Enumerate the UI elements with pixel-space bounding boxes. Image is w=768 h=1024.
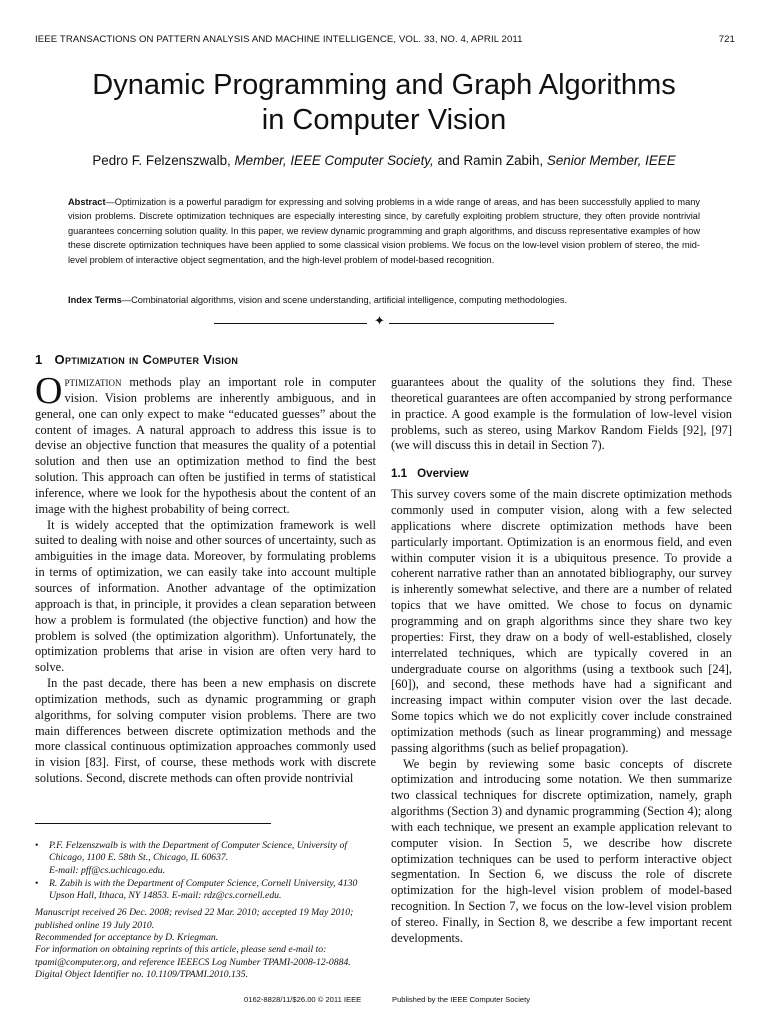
recommended-by: Recommended for acceptance by D. Kriegman. bbox=[35, 932, 219, 944]
abstract-text: —Optimization is a powerful paradigm for expressing and solving problems in a wide range of areas, and has been successfully applied to many vision problems. Discrete optimization techniques are especially interesting since, by carefully exploiting problem structure, they often provide nontrivial guarantees concerning solution quality. In this paper, we review dynamic programming and graph algorithms, and discuss representative examples of how these discrete optimization techniques have been applied to some classical vision problems. We focus on the low-level vision problem of stereo, the mid-level problem of interactive object segmentation, and the high-level problem of model-based recognition. bbox=[68, 197, 700, 265]
author-1-role: Member, IEEE Computer Society, bbox=[234, 153, 434, 168]
subsection-number: 1.1 bbox=[391, 467, 408, 481]
paper-title bbox=[30, 68, 738, 138]
index-terms bbox=[68, 293, 708, 307]
page-number: 721 bbox=[718, 34, 735, 45]
paragraph: We begin by reviewing some basic concepts of discrete optimization and introducing some notation. We then summarize two classical techniques for discrete optimization, namely, graph algorithms (Section 3) and dynamic programming (Section 4); along with each technique, we present an example application relevant to computer vision. In Section 5, we describe how discrete optimization techniques can be used to perform interactive object segmentation. In Section 6, we discuss the role of discrete optimization for the high-level vision problem of model-based recognition. In Section 7, we focus on the low-level vision problem of stereo. Finally, in Section 8, we describe a few important recent developments. bbox=[391, 756, 732, 945]
affiliation-1 bbox=[35, 840, 380, 877]
manuscript-dates: Manuscript received 26 Dec. 2008; revised 22 Mar. 2010; accepted 19 May 2010; published online 19 July 2010. bbox=[35, 907, 354, 931]
bullet-icon: • bbox=[35, 877, 39, 889]
abstract-label: Abstract bbox=[68, 197, 106, 207]
author-2-role: Senior Member, IEEE bbox=[546, 153, 676, 168]
affiliation-1-email: E-mail: pff@cs.uchicago.edu. bbox=[49, 864, 165, 876]
abstract bbox=[68, 195, 700, 267]
section-number: 1 bbox=[35, 352, 43, 367]
section-title: Optimization in Computer Vision bbox=[54, 352, 239, 367]
paragraph: It is widely accepted that the optimization framework is well suited to dealing with noise and other sources of uncertainty, such as ambiguities in the image data. Moreover, by formulating problems in terms of optimization, we can easily take into account multiple sources of information. Another advantage of the optimization approach is that, in principle, it provides a clean separation between how a problem is formulated (the objective function) and how the problem is solved (the optimization algorithm). Unfortunately, the optimization problems that arise in vision are often very hard to solve. bbox=[35, 517, 376, 675]
running-head bbox=[35, 34, 735, 45]
footnote-rule bbox=[35, 823, 271, 824]
author-line bbox=[20, 153, 748, 168]
section-1-heading bbox=[35, 352, 238, 367]
author-2: and Ramin Zabih, bbox=[437, 153, 544, 168]
paragraph: guarantees about the quality of the solutions they find. These theoretical guarantees are often accompanied by strong performance in practice. A good example is the formulation of low-level vision problems, such as stereo, using Markov Random Fields [92], [97] (we will discuss this in detail in Section 7). bbox=[391, 375, 732, 453]
footnotes bbox=[35, 840, 380, 981]
publisher-line: Published by the IEEE Computer Society bbox=[392, 995, 531, 1004]
running-head-text: IEEE TRANSACTIONS ON PATTERN ANALYSIS AND MACHINE INTELLIGENCE, VOL. 33, NO. 4, APRIL 2011 bbox=[35, 34, 523, 45]
affiliation-2 bbox=[35, 878, 380, 903]
subsection-title: Overview bbox=[417, 467, 469, 481]
drop-cap: O bbox=[35, 370, 63, 412]
paragraph bbox=[35, 370, 376, 518]
reprints-info: For information on obtaining reprints of this article, please send e-mail to: tpami@computer.org, and reference IEEECS Log Number TPAMI-2008-12-0884. bbox=[35, 944, 351, 968]
doi: Digital Object Identifier no. 10.1109/TPAMI.2010.135. bbox=[35, 968, 249, 980]
affiliation-1-text: P.F. Felzenszwalb is with the Department of Computer Science, University of Chicago, 1100 E. 58th St., Chicago, IL 60637. bbox=[49, 840, 348, 864]
title-line-1: Dynamic Programming and Graph Algorithms bbox=[92, 69, 676, 101]
left-column bbox=[35, 370, 376, 787]
index-terms-text: —Combinatorial algorithms, vision and scene understanding, artificial intelligence, computing methodologies. bbox=[121, 295, 568, 305]
separator-rule-left bbox=[214, 323, 367, 324]
subsection-1-1-heading bbox=[391, 466, 732, 481]
manuscript-info bbox=[35, 907, 380, 981]
right-column bbox=[391, 375, 732, 947]
affiliation-2-text: R. Zabih is with the Department of Computer Science, Cornell University, 4130 Upson Hall, Ithaca, NY 14853. E-mail: rdz@cs.cornell.edu. bbox=[49, 877, 358, 902]
separator-diamond-icon: ✦ bbox=[374, 314, 385, 329]
paragraph-text: methods play an important role in computer vision. Vision problems are inherently ambiguous, and in general, one can only expect to make “educated guesses” about the content of images. A natural approach to address this issue is to devise an objective function that measures the quality of a potential solution and then use an optimization method to find the best solution. This approach can often be justified in terms of statistical inference, where we look for the hypothesis about the content of an image with the highest probability of being correct. bbox=[35, 375, 376, 516]
paragraph: This survey covers some of the main discrete optimization methods commonly used in computer vision, along with a few selected applications where discrete optimization methods have been particularly important. Optimization is an enormous field, and even within computer vision it is a ubiquitous presence. To provide a coherent narrative rather than an annotated bibliography, our survey is inherently somewhat selective, and there are a number of related topics that we have omitted. We chose to focus on dynamic programming and on graph algorithms since they share two key properties: First, they draw on a body of well-established, closely interrelated techniques, which are typically covered in an undergraduate course on algorithms (using a textbook such [24], [60]), and second, these methods have had a significant and increasing impact within computer vision over the last decade. Some topics which we do not explicitly cover include constrained optimization methods (such as linear programming) and message passing algorithms (such as belief propagation). bbox=[391, 487, 732, 755]
paragraph: In the past decade, there has been a new emphasis on discrete optimization methods, such as dynamic programming or graph algorithms, for solving computer vision problems. There are two main differences between discrete optimization methods and the more classical continuous optimization approaches commonly used in vision [83]. First, of course, these methods work with discrete solutions. Second, discrete methods can often provide nontrivial bbox=[35, 676, 376, 786]
separator-rule-right bbox=[389, 323, 554, 324]
first-word: ptimization bbox=[64, 375, 122, 389]
bullet-icon: • bbox=[35, 840, 39, 851]
title-line-2: in Computer Vision bbox=[261, 104, 507, 136]
copyright-line: 0162-8828/11/$26.00 © 2011 IEEE bbox=[244, 995, 362, 1004]
author-1: Pedro F. Felzenszwalb, bbox=[92, 153, 231, 168]
index-terms-label: Index Terms bbox=[68, 295, 122, 305]
